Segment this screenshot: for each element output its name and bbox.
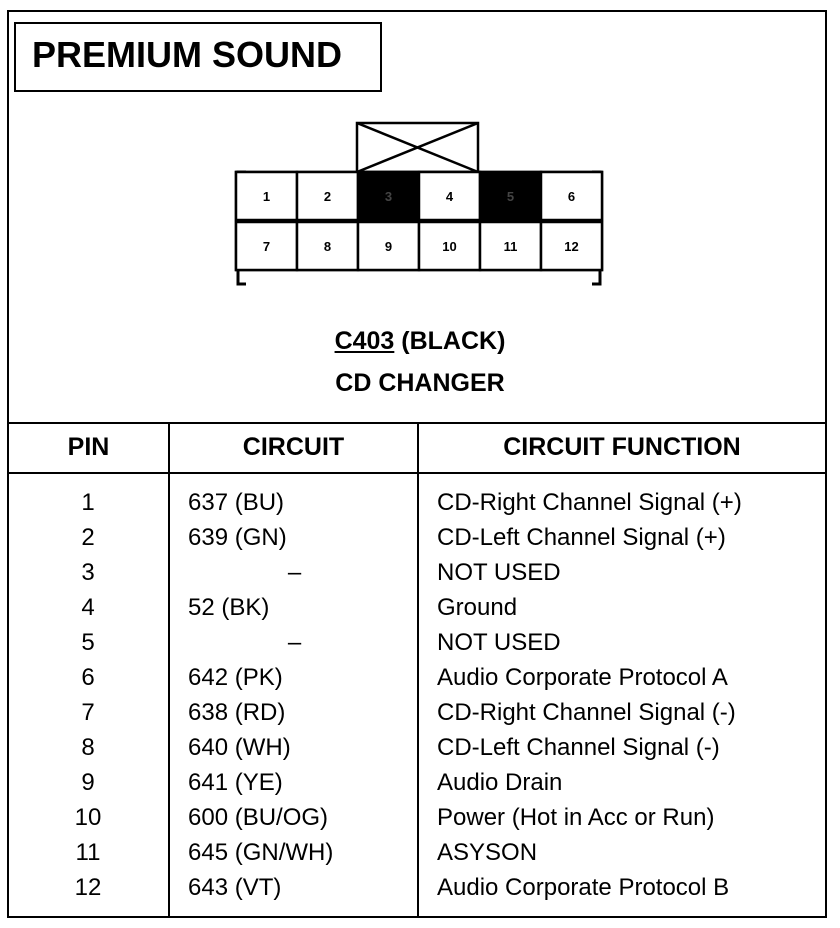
table-row xyxy=(7,489,827,524)
table-row xyxy=(7,734,827,769)
pin-number: 7 xyxy=(262,239,271,254)
pin-cell-value: 10 xyxy=(74,804,102,831)
circuit-cell-value: – xyxy=(287,629,302,656)
pin-cell xyxy=(419,172,480,220)
circuit-cell-value: 642 (PK) xyxy=(188,664,283,691)
pin-cell xyxy=(236,222,297,270)
pin-cell-value: 6 xyxy=(81,664,95,691)
function-cell-value: ASYSON xyxy=(437,839,538,866)
pin-number: 4 xyxy=(445,189,454,204)
function-cell-value: NOT USED xyxy=(437,559,561,586)
table-row xyxy=(7,874,827,909)
table-row xyxy=(7,839,827,874)
connector-name: CD CHANGER xyxy=(335,369,505,397)
pin-number: 9 xyxy=(384,239,393,254)
pin-number: 11 xyxy=(503,239,518,254)
header-function: CIRCUIT FUNCTION xyxy=(503,433,741,461)
circuit-cell-value: 52 (BK) xyxy=(188,594,270,621)
pin-cell-value: 1 xyxy=(81,489,95,516)
circuit-cell-value: – xyxy=(287,559,302,586)
circuit-cell-value: 645 (GN/WH) xyxy=(188,839,334,866)
table-row xyxy=(7,594,827,629)
function-cell-value: CD-Left Channel Signal (-) xyxy=(437,734,720,761)
diagram-title: PREMIUM SOUND xyxy=(32,34,343,75)
circuit-cell-value: 640 (WH) xyxy=(188,734,291,761)
pin-cell-value: 3 xyxy=(81,559,95,586)
function-cell-value: Ground xyxy=(437,594,518,621)
pin-number: 1 xyxy=(262,189,271,204)
connector-color: (BLACK) xyxy=(401,327,506,355)
pin-cell xyxy=(358,172,419,220)
pin-number: 2 xyxy=(323,189,332,204)
pin-number: 8 xyxy=(323,239,332,254)
pin-cell xyxy=(480,172,541,220)
pin-cell xyxy=(236,172,297,220)
connector-id-line xyxy=(0,327,840,356)
pin-cell xyxy=(358,222,419,270)
pin-cell-value: 12 xyxy=(74,874,102,901)
function-cell-value: NOT USED xyxy=(437,629,561,656)
table-row xyxy=(7,699,827,734)
circuit-cell-value: 600 (BU/OG) xyxy=(188,804,329,831)
connector-code: C403 xyxy=(334,327,395,355)
pin-cell xyxy=(541,172,602,220)
pin-cell-value: 2 xyxy=(81,524,95,551)
function-cell-value: Audio Corporate Protocol B xyxy=(437,874,730,901)
table-row xyxy=(7,664,827,699)
circuit-cell-value: 637 (BU) xyxy=(188,489,285,516)
function-cell-value: Power (Hot in Acc or Run) xyxy=(437,804,715,831)
pin-cell-value: 5 xyxy=(81,629,95,656)
pin-cell xyxy=(541,222,602,270)
pin-cell-value: 9 xyxy=(81,769,95,796)
pin-number: 10 xyxy=(442,239,457,254)
pin-cell-value: 4 xyxy=(81,594,95,621)
function-cell-value: Audio Drain xyxy=(437,769,563,796)
table-row xyxy=(7,524,827,559)
connector-key xyxy=(357,123,478,172)
pin-cell xyxy=(419,222,480,270)
circuit-cell-value: 641 (YE) xyxy=(188,769,283,796)
header-circuit: CIRCUIT xyxy=(242,433,345,461)
pin-cell-value: 7 xyxy=(81,699,95,726)
function-cell-value: CD-Left Channel Signal (+) xyxy=(437,524,726,551)
function-cell-value: CD-Right Channel Signal (+) xyxy=(437,489,742,516)
pin-number: 3 xyxy=(384,189,393,204)
pin-cell xyxy=(297,172,358,220)
table-row xyxy=(7,559,827,594)
table-row xyxy=(7,804,827,839)
pin-cell-value: 8 xyxy=(81,734,95,761)
table-row xyxy=(7,769,827,804)
function-cell-value: CD-Right Channel Signal (-) xyxy=(437,699,736,726)
header-pin: PIN xyxy=(67,433,110,461)
pin-number: 6 xyxy=(567,189,576,204)
table-row xyxy=(7,629,827,664)
circuit-cell-value: 638 (RD) xyxy=(188,699,286,726)
circuit-cell-value: 639 (GN) xyxy=(188,524,287,551)
connector-diagram xyxy=(230,118,610,293)
function-cell-value: Audio Corporate Protocol A xyxy=(437,664,728,691)
pin-number: 5 xyxy=(506,189,515,204)
circuit-cell-value: 643 (VT) xyxy=(188,874,282,901)
pin-number: 12 xyxy=(564,239,579,254)
pin-cell xyxy=(480,222,541,270)
pin-cell-value: 11 xyxy=(75,839,101,866)
pin-cell xyxy=(297,222,358,270)
